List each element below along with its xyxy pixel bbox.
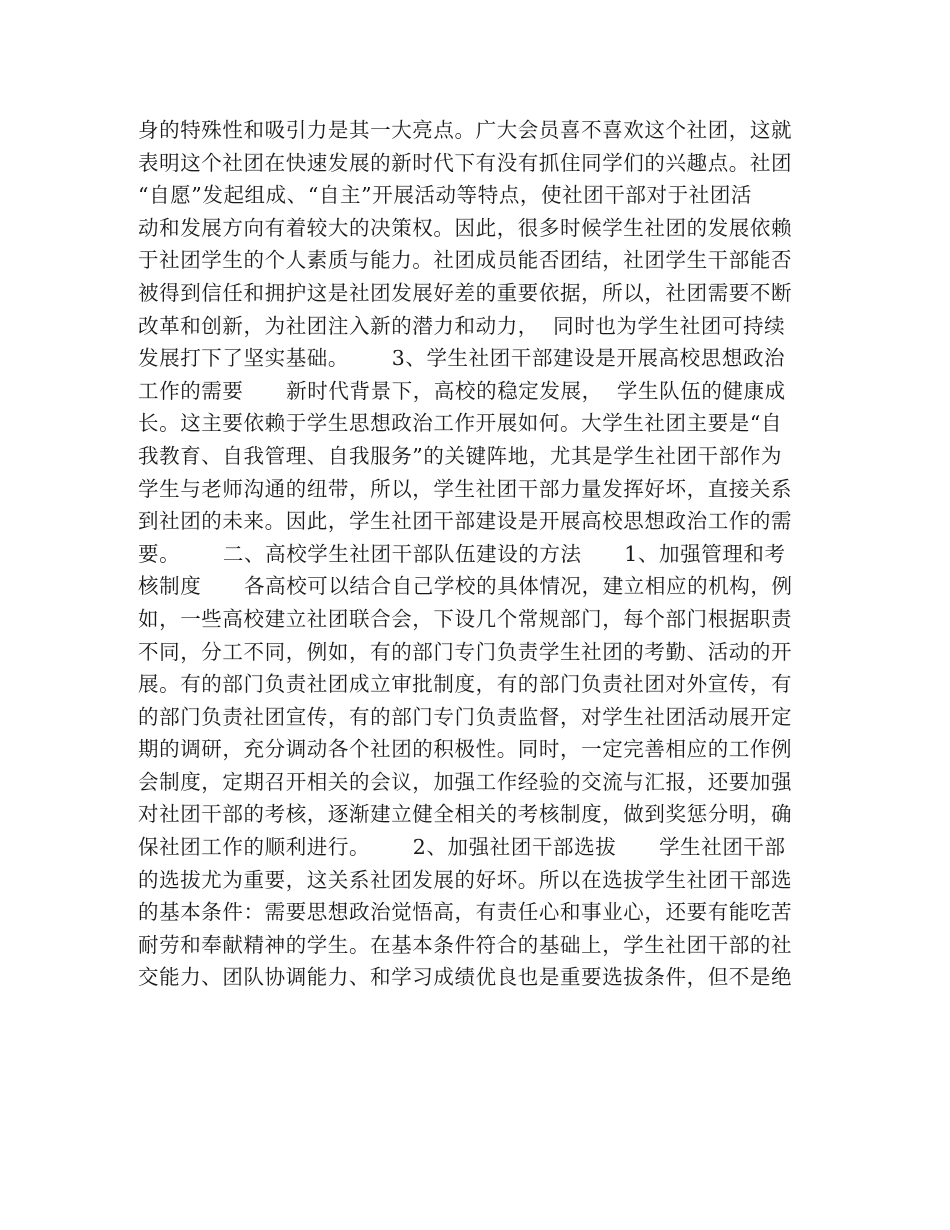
text-line: 的部门负责社团宣传，有的部门专门负责监督，对学生社团活动展开定 — [138, 704, 793, 729]
text-line: 我教育、自我管理、自我服务”的关键阵地，尤其是学生社团干部作为 — [138, 443, 783, 468]
text-line: 会制度，定期召开相关的会议，加强工作经验的交流与汇报，还要加强 — [138, 769, 793, 794]
text-line: “自愿”发起组成、“自主”开展活动等特点，使社团干部对于社团活 — [138, 183, 753, 208]
text-line: 不同，分工不同，例如，有的部门专门负责学生社团的考勤、活动的开 — [138, 639, 793, 664]
text-line: 被得到信任和拥护这是社团发展好差的重要依据，所以，社团需要不断 — [138, 280, 793, 305]
text-line: 长。这主要依赖于学生思想政治工作开展如何。大学生社团主要是“自 — [138, 411, 783, 436]
text-line: 工作的需要 新时代背景下，高校的稳定发展， 学生队伍的健康成 — [138, 378, 786, 403]
text-line: 如，一些高校建立社团联合会，下设几个常规部门，每个部门根据职责 — [138, 606, 793, 631]
text-line: 改革和创新，为社团注入新的潜力和动力， 同时也为学生社团可持续 — [138, 313, 786, 338]
text-line: 于社团学生的个人素质与能力。社团成员能否团结，社团学生干部能否 — [138, 248, 793, 273]
text-line: 到社团的未来。因此，学生社团干部建设是开展高校思想政治工作的需 — [138, 509, 793, 534]
text-line: 身的特殊性和吸引力是其一大亮点。广大会员喜不喜欢这个社团，这就 — [138, 118, 793, 142]
body-text — [138, 114, 818, 994]
text-line: 的基本条件：需要思想政治觉悟高，有责任心和事业心，还要有能吃苦 — [138, 900, 793, 925]
text-line: 要。 二、高校学生社团干部队伍建设的方法 1、加强管理和考 — [138, 541, 786, 566]
text-line: 交能力、团队协调能力、和学习成绩优良也是重要选拔条件，但不是绝 — [138, 965, 793, 990]
text-line: 的选拔尤为重要，这关系社团发展的好坏。所以在选拔学生社团干部选 — [138, 867, 793, 892]
text-line: 耐劳和奉献精神的学生。在基本条件符合的基础上，学生社团干部的社 — [138, 932, 793, 957]
text-line: 对社团干部的考核，逐渐建立健全相关的考核制度，做到奖惩分明，确 — [138, 802, 793, 827]
text-line: 学生与老师沟通的纽带，所以，学生社团干部力量发挥好坏，直接关系 — [138, 476, 793, 501]
text-line: 期的调研，充分调动各个社团的积极性。同时，一定完善相应的工作例 — [138, 737, 793, 762]
text-line: 展。有的部门负责社团成立审批制度，有的部门负责社团对外宣传，有 — [138, 672, 793, 697]
text-line: 动和发展方向有着较大的决策权。因此，很多时候学生社团的发展依赖 — [138, 215, 793, 240]
text-line: 表明这个社团在快速发展的新时代下有没有抓住同学们的兴趣点。社团 — [138, 150, 793, 175]
text-line: 发展打下了坚实基础。 3、学生社团干部建设是开展高校思想政治 — [138, 346, 786, 371]
text-line: 保社团工作的顺利进行。 2、加强社团干部选拔 学生社团干部 — [138, 835, 786, 860]
text-line: 核制度 各高校可以结合自己学校的具体情况，建立相应的机构，例 — [138, 574, 793, 599]
